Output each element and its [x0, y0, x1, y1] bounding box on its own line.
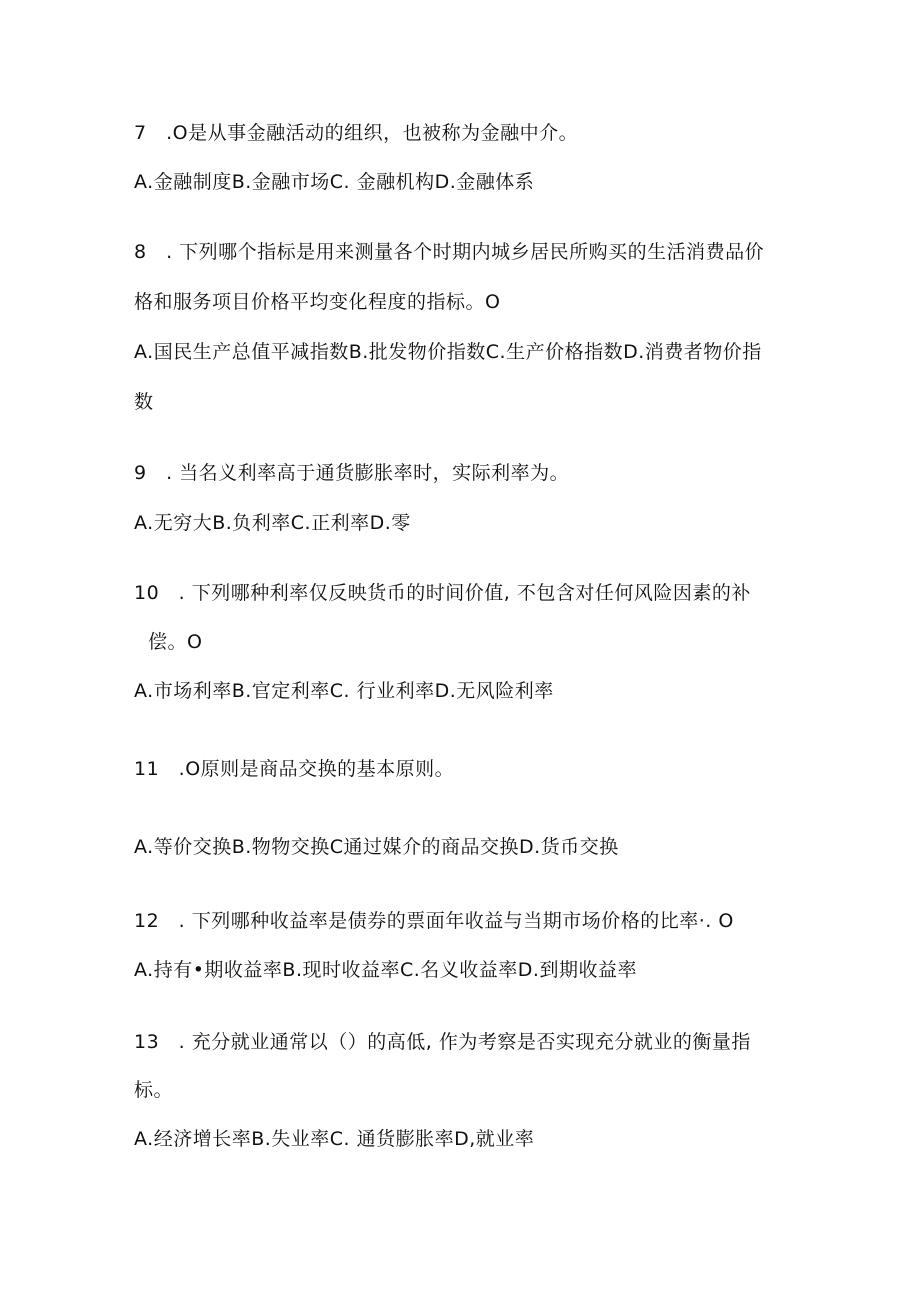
- question-8-stem-line-1: 8 . 下列哪个指标是用来测量各个时期内城乡居民所购买的生活消费品价: [134, 241, 765, 263]
- question-10-stem-line-2: 偿。O: [148, 631, 203, 653]
- question-8-stem-line-2: 格和服务项目价格平均变化程度的指标。O: [134, 291, 501, 313]
- question-13-options: A.经济增长率B.失业率C. 通货膨胀率D,就业率: [134, 1128, 535, 1150]
- question-8-options-line-2: 数: [134, 391, 154, 413]
- question-12-options: A.持有•期收益率B.现时收益率C.名义收益率D.到期收益率: [134, 959, 637, 981]
- question-11-options: A.等价交换B.物物交换C通过媒介的商品交换D.货币交换: [134, 836, 619, 858]
- question-7-options: A.金融制度B.金融市场C. 金融机构D.金融体系: [134, 171, 535, 193]
- question-7-stem: 7 .O是从事金融活动的组织，也被称为金融中介。: [134, 122, 579, 144]
- question-13-stem-line-2: 标。: [134, 1079, 174, 1101]
- question-8-options-line-1: A.国民生产总值平减指数B.批发物价指数C.生产价格指数D.消费者物价指: [134, 341, 762, 363]
- question-10-stem-line-1: 10 . 下列哪种利率仅反映货币的时间价值, 不包含对任何风险因素的补: [134, 582, 751, 604]
- question-13-stem-line-1: 13 . 充分就业通常以（）的高低, 作为考察是否实现充分就业的衡量指: [134, 1031, 751, 1053]
- question-10-options: A.市场利率B.官定利率C. 行业利率D.无风险利率: [134, 680, 554, 702]
- question-11-stem: 11 .O原则是商品交换的基本原则。: [134, 758, 455, 780]
- question-9-stem: 9 . 当名义利率高于通货膨胀率时，实际利率为。: [134, 462, 570, 484]
- question-12-stem: 12 . 下列哪种收益率是债券的票面年收益与当期市场价格的比率·. O: [134, 910, 734, 932]
- question-9-options: A.无穷大B.负利率C.正利率D.零: [134, 512, 411, 534]
